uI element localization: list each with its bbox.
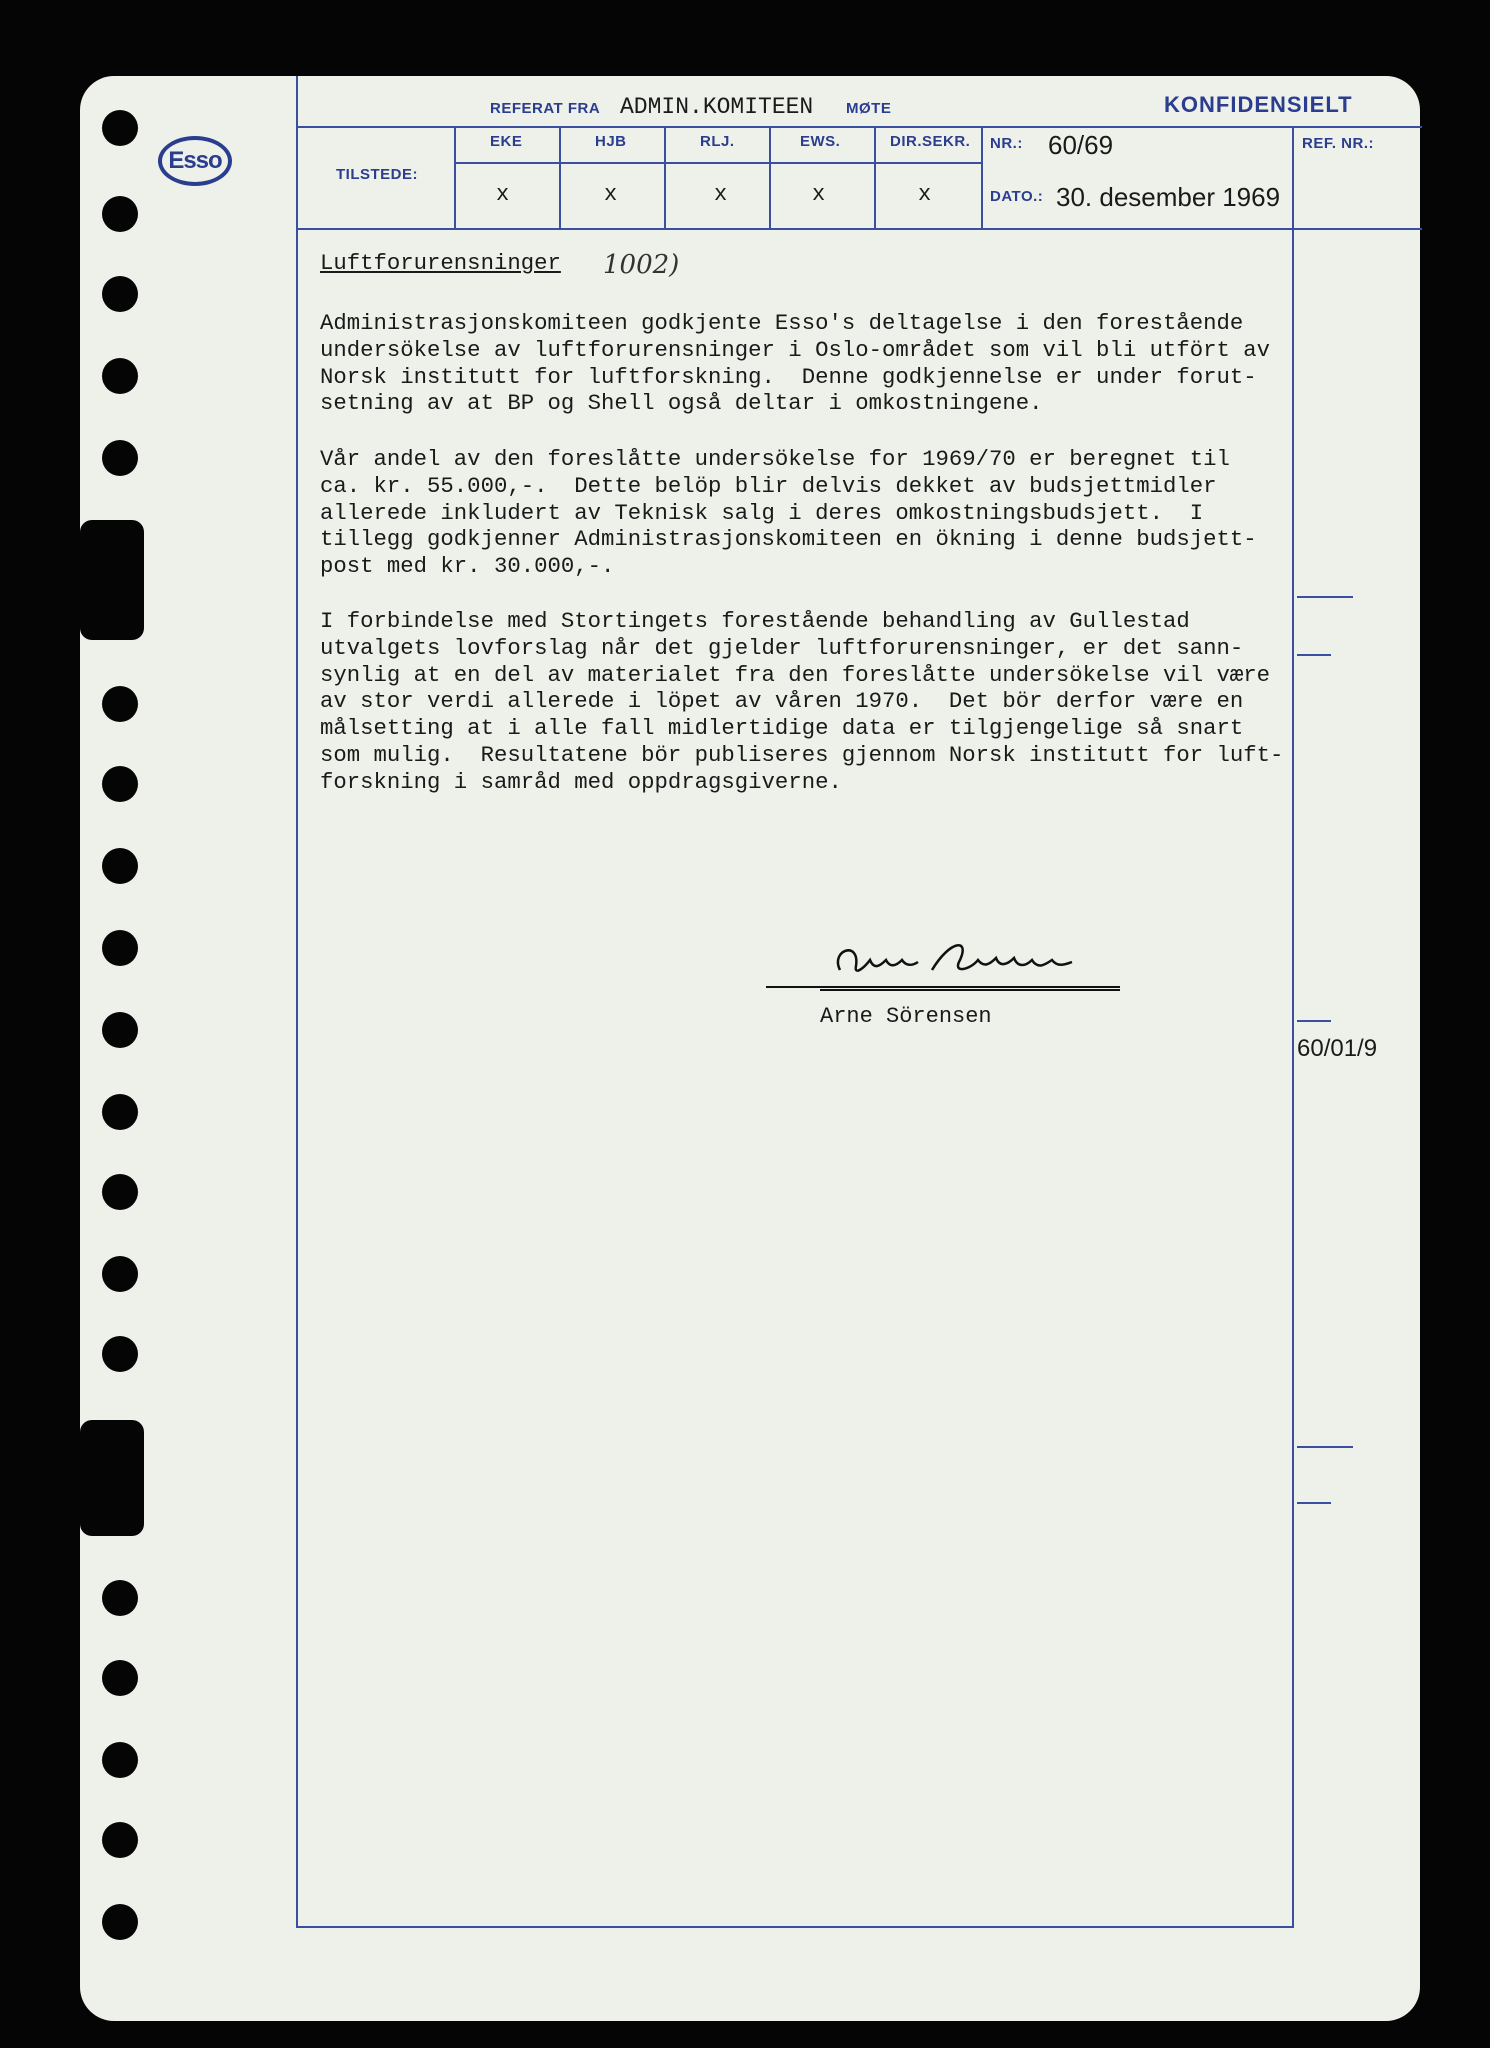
binder-hole bbox=[102, 440, 138, 476]
attendee-col-line bbox=[874, 126, 876, 228]
nr-label: NR.: bbox=[990, 135, 1023, 152]
binder-hole bbox=[102, 196, 138, 232]
binder-hole bbox=[102, 1660, 138, 1696]
binder-hole bbox=[102, 1742, 138, 1778]
signer-name: Arne Sörensen bbox=[820, 1004, 992, 1029]
binder-tab bbox=[80, 1420, 144, 1536]
attendee-col-line bbox=[454, 126, 456, 228]
signature-line bbox=[766, 986, 1120, 988]
binder-hole bbox=[102, 1256, 138, 1292]
binder-hole bbox=[102, 110, 138, 146]
esso-logo bbox=[158, 136, 232, 186]
attendee-mark: x bbox=[496, 182, 510, 207]
attendee-divider bbox=[454, 162, 981, 164]
attendee-col-line bbox=[981, 126, 983, 228]
attendee-mark: x bbox=[604, 182, 618, 207]
margin-mark bbox=[1297, 654, 1331, 656]
attendee-mark: x bbox=[812, 182, 826, 207]
margin-mark bbox=[1297, 596, 1353, 598]
binder-hole bbox=[102, 848, 138, 884]
section-heading: Luftforurensninger bbox=[320, 250, 561, 276]
attendee-col-line bbox=[769, 126, 771, 228]
binder-hole bbox=[102, 1336, 138, 1372]
binder-hole bbox=[102, 1174, 138, 1210]
binder-hole bbox=[102, 358, 138, 394]
confidential-label: KONFIDENSIELT bbox=[1164, 92, 1353, 117]
mote-label: MØTE bbox=[846, 100, 892, 117]
header-rule-bottom bbox=[296, 228, 1422, 230]
attendee-code: HJB bbox=[595, 133, 627, 150]
binder-hole bbox=[102, 1094, 138, 1130]
attendee-code: DIR.SEKR. bbox=[890, 133, 971, 150]
binder-hole bbox=[102, 1580, 138, 1616]
committee-name: ADMIN.KOMITEEN bbox=[620, 94, 814, 120]
attendee-mark: x bbox=[714, 182, 728, 207]
binder-hole bbox=[102, 686, 138, 722]
binder-hole bbox=[102, 930, 138, 966]
attendee-col-line bbox=[664, 126, 666, 228]
paragraph: I forbindelse med Stortingets forestående behandling av Gullestad utvalgets lovforslag når det gjelder luftforurensninger, er det sann- synlig at en del av materialet fra den foreslåtte undersökelse vil være av stor verdi allerede i löpet av våren 1970. Det bör derfor være en målsetting at i alle fall midlertidige data er tilgjengelige så snart som mulig. Resultatene bör publiseres gjennom Norsk institutt for luft- forskning i samråd med oppdragsgiverne. bbox=[320, 608, 1284, 795]
form-left-border bbox=[296, 76, 298, 1928]
binder-hole bbox=[102, 1822, 138, 1858]
header-rule-top bbox=[296, 126, 1422, 128]
esso-logo-text: Esso bbox=[168, 147, 222, 174]
attendee-code: EWS. bbox=[800, 133, 841, 150]
referat-fra-label: REFERAT FRA bbox=[490, 100, 601, 117]
tilstede-label: TILSTEDE: bbox=[336, 166, 418, 183]
dato-value: 30. desember 1969 bbox=[1056, 182, 1281, 212]
binder-hole bbox=[102, 1012, 138, 1048]
attendee-mark: x bbox=[918, 182, 932, 207]
handwritten-note: 1002) bbox=[603, 250, 680, 280]
paragraph: Administrasjonskomiteen godkjente Esso's deltagelse i den forestående undersökelse av luftforurensninger i Oslo-området som vil bli utfört av Norsk institutt for luftforskning. Denne godkjennelse er under forut- setning av at BP og Shell også deltar i omkostningene. bbox=[320, 310, 1271, 417]
form-ref-column-border bbox=[1292, 126, 1294, 1928]
margin-mark bbox=[1297, 1446, 1353, 1448]
ref-nr-label: REF. NR.: bbox=[1302, 135, 1374, 152]
attendee-code: EKE bbox=[490, 133, 523, 150]
paragraph: Vår andel av den foreslåtte undersökelse for 1969/70 er beregnet til ca. kr. 55.000,-. Dette belöp blir delvis dekket av budsjettmidler allerede inkludert av Teknisk salg i deres omkostningsbudsjett. I tillegg godkjenner Administrasjonskomiteen en ökning i denne budsjett- post med kr. 30.000,-. bbox=[320, 446, 1257, 580]
attendee-col-line bbox=[559, 126, 561, 228]
nr-value: 60/69 bbox=[1048, 130, 1114, 160]
form-bottom-border bbox=[296, 1926, 1294, 1928]
attendee-code: RLJ. bbox=[700, 133, 735, 150]
margin-mark bbox=[1297, 1020, 1331, 1022]
dato-label: DATO.: bbox=[990, 188, 1044, 205]
binder-hole bbox=[102, 1904, 138, 1940]
margin-reference: 60/01/9 bbox=[1297, 1035, 1378, 1062]
margin-mark bbox=[1297, 1502, 1331, 1504]
binder-tab bbox=[80, 520, 144, 640]
binder-hole bbox=[102, 276, 138, 312]
binder-hole bbox=[102, 766, 138, 802]
